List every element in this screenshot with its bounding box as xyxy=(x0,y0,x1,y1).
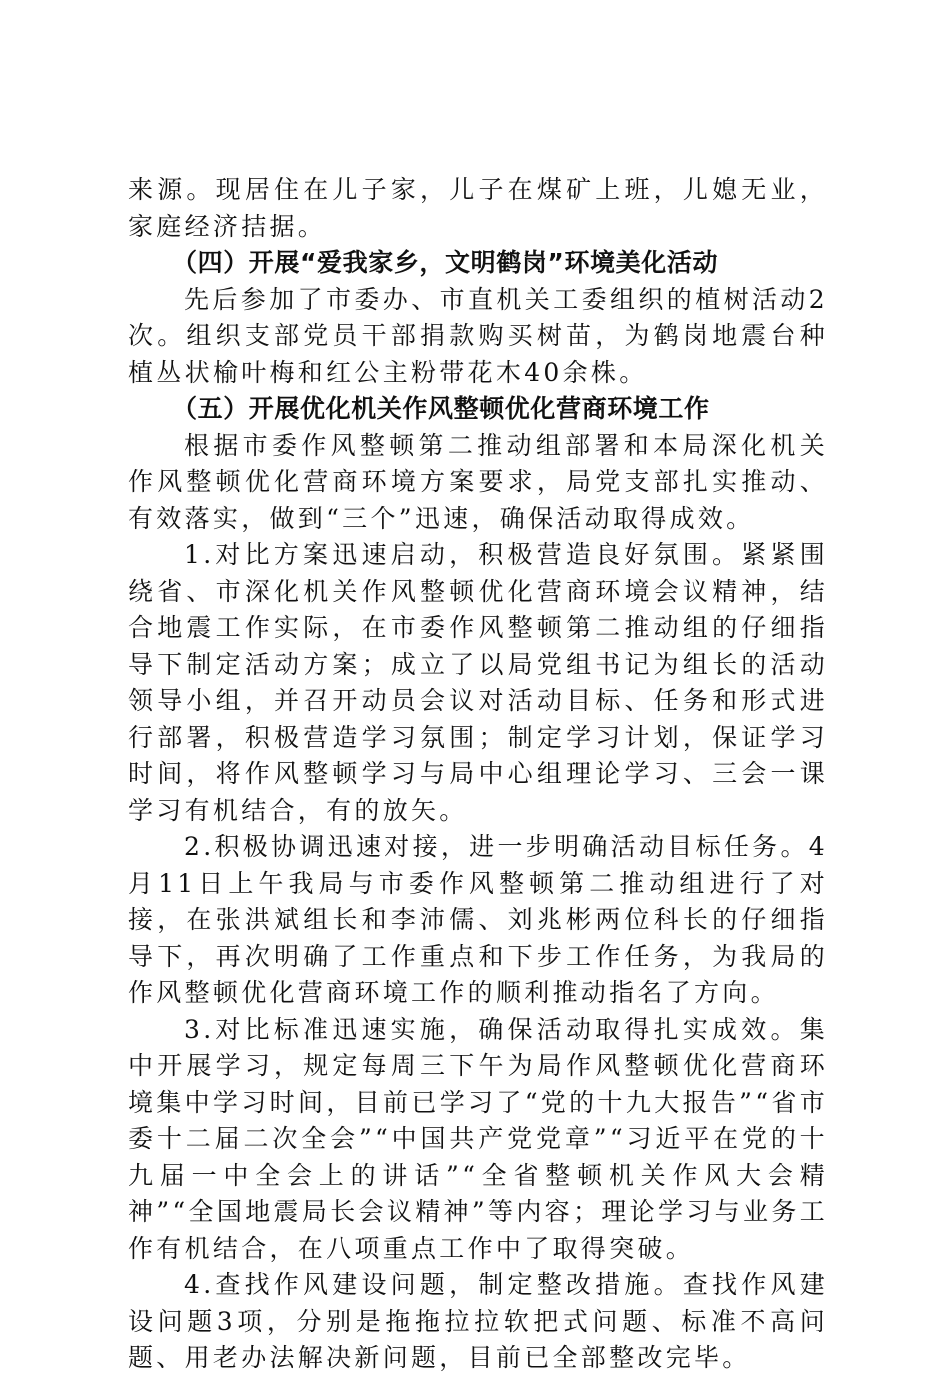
paragraph-tree-planting: 先后参加了市委办、市直机关工委组织的植树活动2次。组织支部党员干部捐款购买树苗，为鹤岗地震台种植丛状榆叶梅和红公主粉带花木40余株。 xyxy=(128,284,828,387)
paragraph-item-2: 2.积极协调迅速对接，进一步明确活动目标任务。4月11日上午我局与市委作风整顿第二推动组进行了对接，在张洪斌组长和李沛儒、刘兆彬两位科长的仔细指导下，再次明确了工作重点和下步工作任务，为我局的作风整顿优化营商环境工作的顺利推动指名了方向。 xyxy=(128,832,828,1007)
document-body xyxy=(128,172,828,1377)
section-heading-4: （四）开展“爱我家乡，文明鹤岗”环境美化活动 xyxy=(172,248,719,277)
paragraph-item-4: 4.查找作风建设问题，制定整改措施。查找作风建设问题3项，分别是拖拖拉拉软把式问题、标准不高问题、用老办法解决新问题，目前已全部整改完毕。 xyxy=(128,1270,828,1372)
section-heading-5: （五）开展优化机关作风整顿优化营商环境工作 xyxy=(172,394,710,423)
paragraph-continued: 来源。现居住在儿子家，儿子在煤矿上班，儿媳无业，家庭经济拮据。 xyxy=(128,175,828,241)
paragraph-item-1: 1.对比方案迅速启动，积极营造良好氛围。紧紧围绕省、市深化机关作风整顿优化营商环境会议精神，结合地震工作实际，在市委作风整顿第二推动组的仔细指导下制定活动方案；成立了以局党组书记为组长的活动领导小组，并召开动员会议对活动目标、任务和形式进行部署，积极营造学习氛围；制定学习计划，保证学习时间，将作风整顿学习与局中心组理论学习、三会一课学习有机结合，有的放矢。 xyxy=(128,540,828,825)
paragraph-intro: 根据市委作风整顿第二推动组部署和本局深化机关作风整顿优化营商环境方案要求，局党支部扎实推动、有效落实，做到“三个”迅速，确保活动取得成效。 xyxy=(128,430,828,533)
paragraph-item-3: 3.对比标准迅速实施，确保活动取得扎实成效。集中开展学习，规定每周三下午为局作风整顿优化营商环境集中学习时间，目前已学习了“党的十九大报告”“省市委十二届二次全会”“中国共产党党章”“习近平在党的十九届一中全会上的讲话”“全省整顿机关作风大会精神”“全国地震局长会议精神”等内容；理论学习与业务工作有机结合，在八项重点工作中了取得突破。 xyxy=(128,1014,828,1263)
